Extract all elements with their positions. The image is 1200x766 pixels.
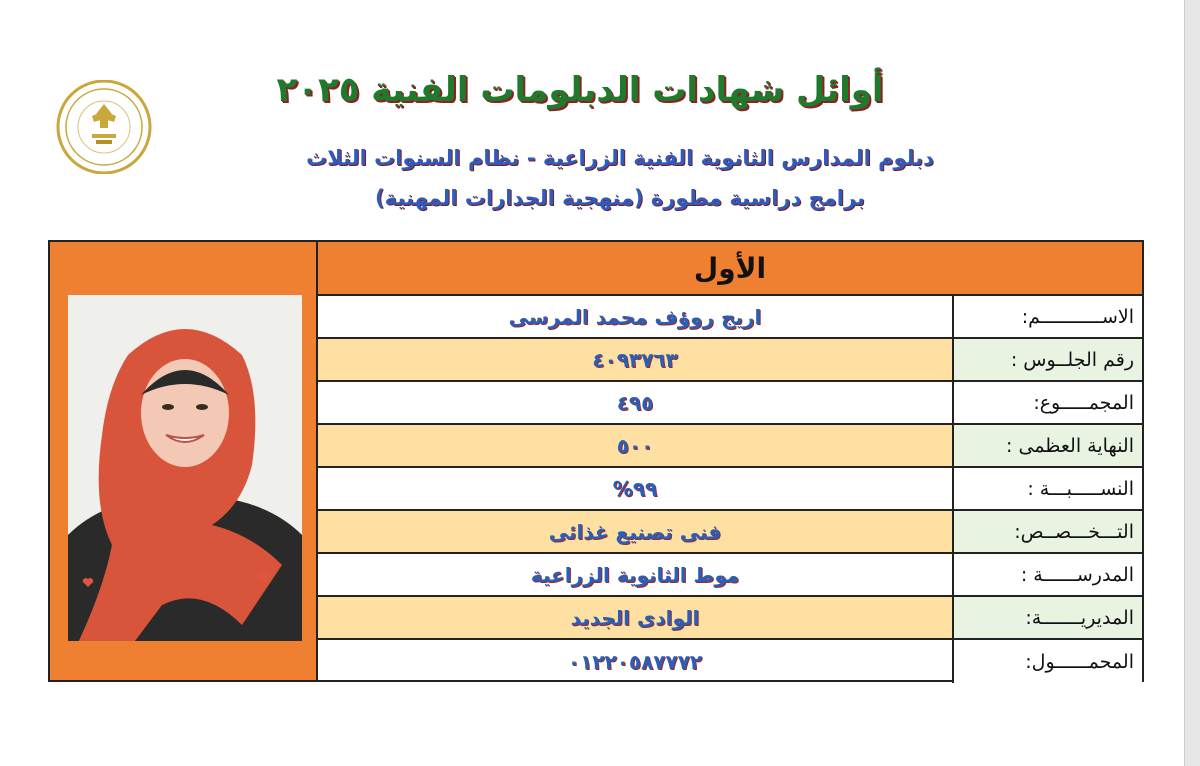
table-row-max-score [318, 425, 1142, 468]
school-value: موط الثانوية الزراعية [318, 554, 954, 595]
table-row-directorate [318, 597, 1142, 640]
table-row-school [318, 554, 1142, 597]
student-photo [68, 295, 302, 641]
student-name-value: اريج روؤف محمد المرسى [318, 296, 954, 337]
ministry-emblem-icon [52, 80, 156, 174]
total-label: المجمـــــوع: [954, 382, 1142, 423]
seat-number-value: ٤٠٩٣٧٦٣ [318, 339, 954, 380]
mobile-label: المحمــــــول: [954, 640, 1142, 683]
seat-number-label: رقم الجلــوس : [954, 339, 1142, 380]
table-row-total [318, 382, 1142, 425]
student-name-label: الاســـــــــــم: [954, 296, 1142, 337]
percentage-label: النســـــبـــة : [954, 468, 1142, 509]
directorate-label: المديريـــــــة: [954, 597, 1142, 638]
specialization-label: التـــخـــصــص: [954, 511, 1142, 552]
table-row-seat-number [318, 339, 1142, 382]
photo-panel [50, 242, 318, 680]
window-edge [1184, 0, 1200, 766]
rank-header: الأول [318, 242, 1142, 296]
table-row-mobile [318, 640, 1142, 683]
mobile-value: ٠١٢٢٠٥٨٧٧٧٢ [318, 640, 954, 683]
school-label: المدرســــــة : [954, 554, 1142, 595]
max-score-label: النهاية العظمى : [954, 425, 1142, 466]
max-score-value: ٥٠٠ [318, 425, 954, 466]
directorate-value: الوادى الجديد [318, 597, 954, 638]
specialization-value: فنى تصنيع غذائى [318, 511, 954, 552]
student-card [48, 240, 1144, 682]
subtitle-diploma: دبلوم المدارس الثانوية الفنية الزراعية - نظام السنوات الثلاث [306, 146, 934, 170]
subtitle-program: برامج دراسية مطورة (منهجية الجدارات المهنية) [375, 186, 865, 210]
total-value: ٤٩٥ [318, 382, 954, 423]
table-row-percentage [318, 468, 1142, 511]
page-title: أوائل شهادات الدبلومات الفنية ٢٠٢٥ [276, 70, 884, 110]
table-row-name [318, 296, 1142, 339]
table-row-specialization [318, 511, 1142, 554]
percentage-value: ٩٩% [318, 468, 954, 509]
